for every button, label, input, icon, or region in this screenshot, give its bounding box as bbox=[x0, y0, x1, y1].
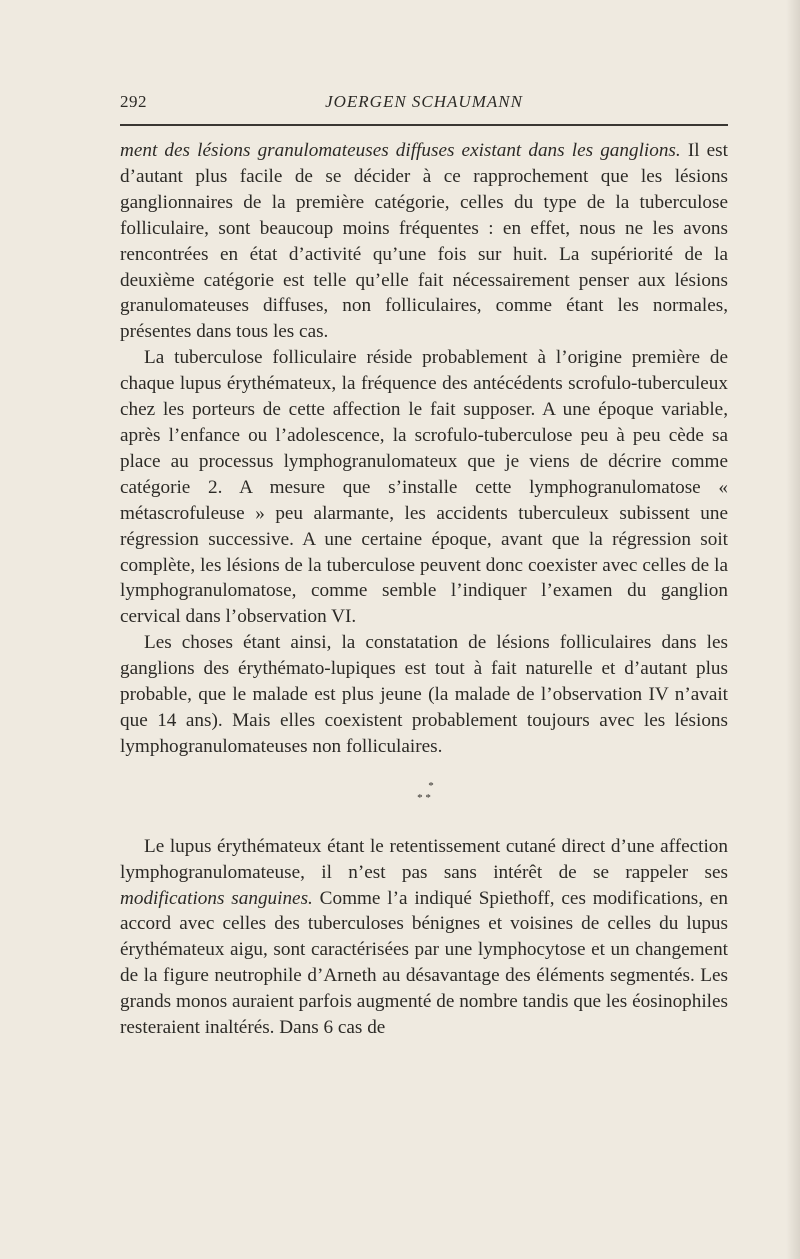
separator-stars-bottom: * * bbox=[417, 791, 431, 804]
body-text bbox=[120, 138, 728, 1041]
paragraph-1-italic-lead: ment des lésions granulomateuses diffuses existant dans les ganglions. bbox=[120, 140, 681, 161]
paragraph-4-text-start: Le lupus érythémateux étant le retentissement cutané direct d’une affection lymphogranulomateuse, il n’est pas sans intérêt de se rappeler ses bbox=[120, 835, 728, 883]
paragraph-1 bbox=[120, 138, 728, 345]
running-title: JOERGEN SCHAUMANN bbox=[325, 92, 523, 111]
paragraph-4 bbox=[120, 834, 728, 1041]
page-edge-shadow bbox=[786, 0, 800, 1259]
paragraph-1-text: Il est d’autant plus facile de se décider à ce rapprochement que les lésions ganglionnaires de la première catégorie, celles du type de la tuberculose folliculaire, sont beaucoup moins fréquentes : en effet, nous ne les avons rencontrées en état d’activité qu’une fois sur huit. La supériorité de la deuxième catégorie est telle qu’elle fait nécessairement penser aux lésions granulomateuses diffuses, non folliculaires, comme étant les normales, présentes dans tous les cas. bbox=[120, 140, 728, 343]
paragraph-4-italic: modifications sanguines. bbox=[120, 887, 313, 909]
paragraph-2: La tuberculose folliculaire réside probablement à l’origine première de chaque lupus érythémateux, la fréquence des antécédents scrofulo-tuberculeux chez les porteurs de cette affection le fait supposer. A une époque variable, après l’enfance ou l’adolescence, la scrofulo-tuberculose peu à peu cède sa place au processus lymphogranulomateux que je viens de décrire comme catégorie 2. A mesure que s’installe cette lymphogranulomatose « métascrofuleuse » peu alarmante, les accidents tuberculeux subissent une régression successive. A une certaine époque, avant que la régression soit complète, les lésions de la tuberculose peuvent donc coexister avec celles de la lymphogranulomatose, comme semble l’indiquer l’examen du ganglion cervical dans l’observation VI. bbox=[120, 347, 728, 628]
section-separator bbox=[120, 780, 728, 804]
paragraph-4-text-end: Comme l’a indiqué Spiethoff, ces modifications, en accord avec celles des tuberculoses bénignes et voisines de celles du lupus érythémateux aigu, sont caractérisées par une lymphocytose et un changement de la figure neutrophile d’Arneth au désavantage des éléments segmentés. Les grands monos auraient parfois augmenté de nombre tandis que les éosinophiles resteraient inaltérés. Dans 6 cas de bbox=[120, 887, 728, 1039]
header-rule bbox=[120, 124, 728, 126]
page-header bbox=[120, 92, 728, 122]
paragraph-3: Les choses étant ainsi, la constatation de lésions folliculaires dans les ganglions des érythémato-lupiques est tout à fait naturelle et d’autant plus probable, que le malade est plus jeune (la malade de l’observation IV n’avait que 14 ans). Mais elles coexistent probablement toujours avec les lésions lymphogranulomateuses non folliculaires. bbox=[120, 632, 728, 757]
page-number: 292 bbox=[120, 92, 147, 111]
separator-star-top: * bbox=[428, 779, 434, 792]
